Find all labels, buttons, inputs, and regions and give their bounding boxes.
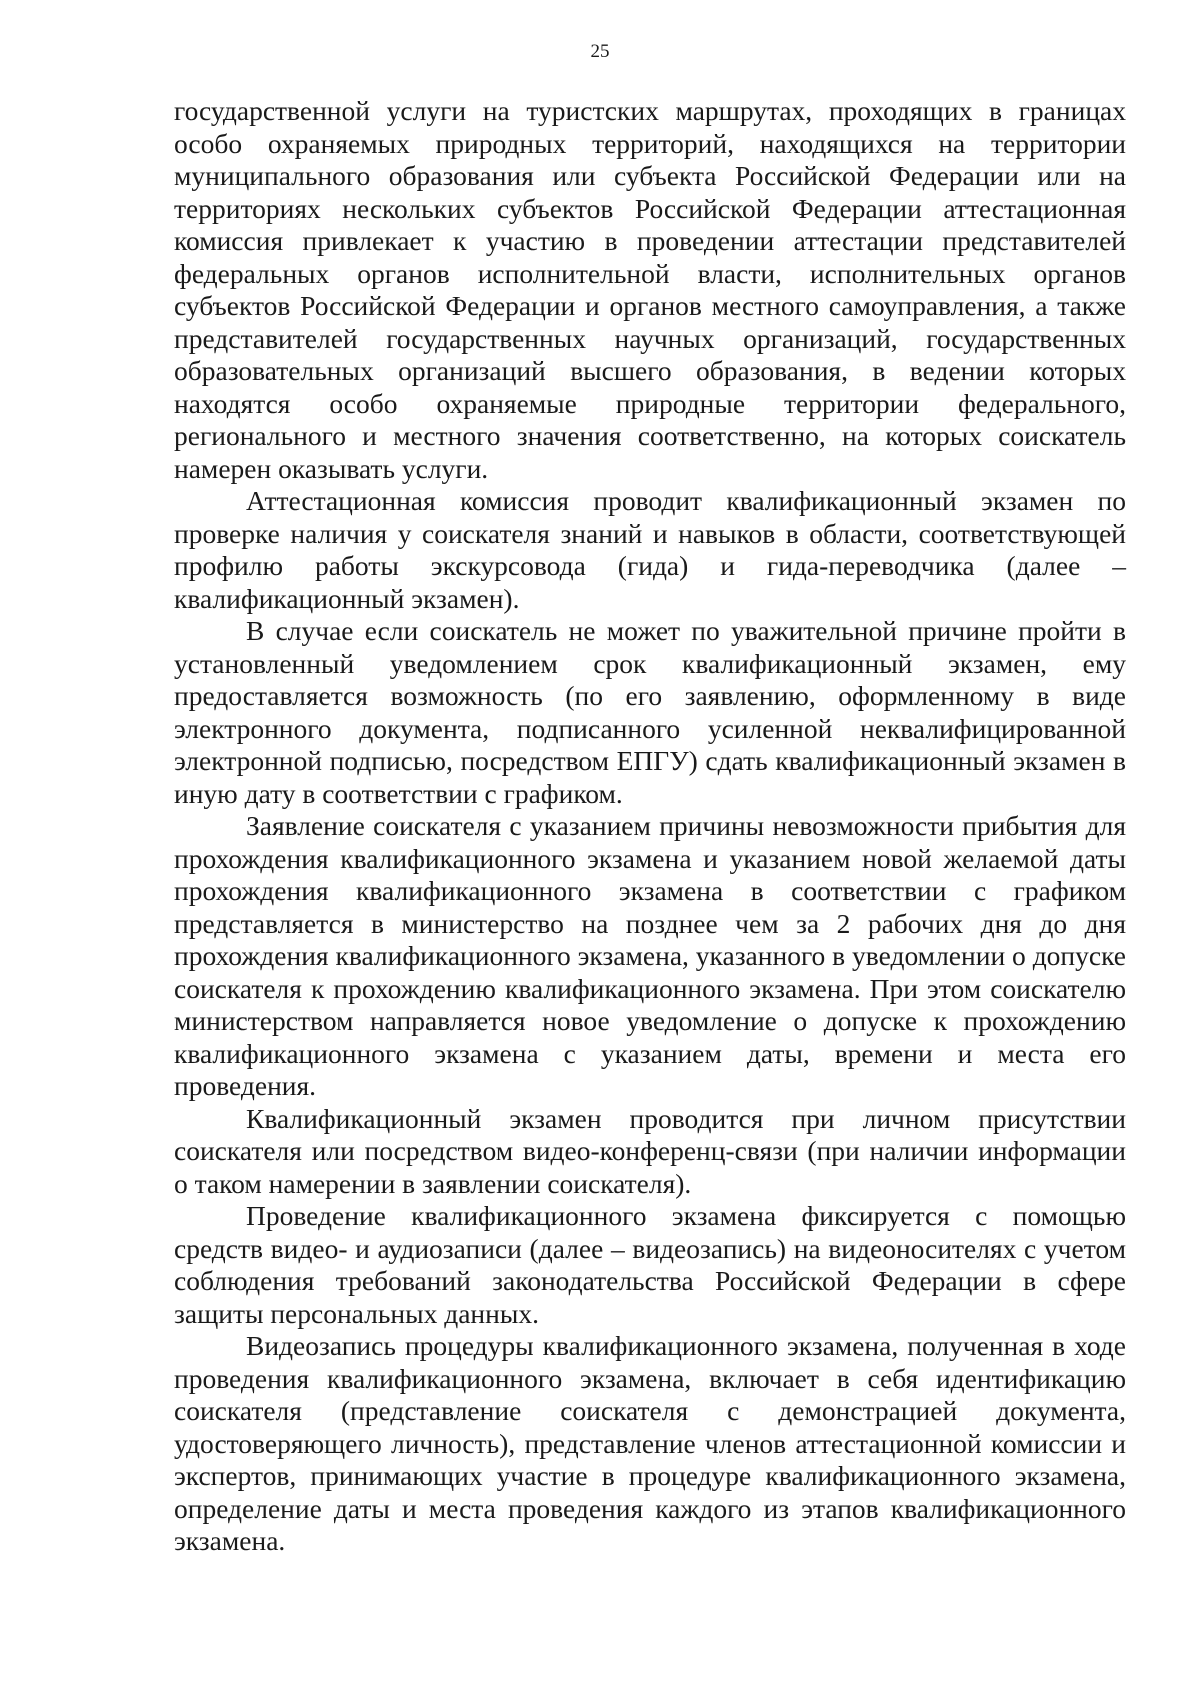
paragraph-4: Заявление соискателя с указанием причины невозможности прибытия для прохождения квалификационного экзамена и указанием новой желаемой даты прохождения квалификационного экзамена в соответствии с графиком представляется в министерство на позднее чем за 2 рабочих дня до дня прохождения квалификационного экзамена, указанного в уведомлении о допуске соискателя к прохождению квалификационного экзамена. При этом соискателю министерством направляется новое уведомление о допуске к прохождению квалификационного экзамена с указанием даты, времени и места его проведения. [174,810,1126,1101]
paragraph-6: Проведение квалификационного экзамена фиксируется с помощью средств видео- и аудиозаписи (далее – видеозапись) на видеоносителях с учетом соблюдения требований законодательства Российской Федерации в сфере защиты персональных данных. [174,1200,1126,1329]
paragraph-5: Квалификационный экзамен проводится при личном присутствии соискателя или посредством видео-конференц-связи (при наличии информации о таком намерении в заявлении соискателя). [174,1102,1126,1199]
paragraph-7: Видеозапись процедуры квалификационного экзамена, полученная в ходе проведения квалификационного экзамена, включает в себя идентификацию соискателя (представление соискателя с демонстрацией документа, удостоверяющего личность), представление членов аттестационной комиссии и экспертов, принимающих участие в процедуре квалификационного экзамена, определение даты и места проведения каждого из этапов квалификационного экзамена. [174,1330,1126,1556]
page-number: 25 [590,41,610,62]
paragraph-2: Аттестационная комиссия проводит квалификационный экзамен по проверке наличия у соискателя знаний и навыков в области, соответствующей профилю работы экскурсовода (гида) и гида-переводчика (далее – квалификационный экзамен). [174,485,1126,614]
paragraph-1: государственной услуги на туристских маршрутах, проходящих в границах особо охраняемых природных территорий, находящихся на территории муниципального образования или субъекта Российской Федерации или на территориях нескольких субъектов Российской Федерации аттестационная комиссия привлекает к участию в проведении аттестации представителей федеральных органов исполнительной власти, исполнительных органов субъектов Российской Федерации и органов местного самоуправления, а также представителей государственных научных организаций, государственных образовательных организаций высшего образования, в ведении которых находятся особо охраняемые природные территории федерального, регионального и местного значения соответственно, на которых соискатель намерен оказывать услуги. [174,95,1126,484]
body-text [174,95,1126,1558]
paragraph-3: В случае если соискатель не может по уважительной причине пройти в установленный уведомлением срок квалификационный экзамен, ему предоставляется возможность (по его заявлению, оформленному в виде электронного документа, подписанного усиленной неквалифицированной электронной подписью, посредством ЕПГУ) сдать квалификационный экзамен в иную дату в соответствии с графиком. [174,615,1126,809]
